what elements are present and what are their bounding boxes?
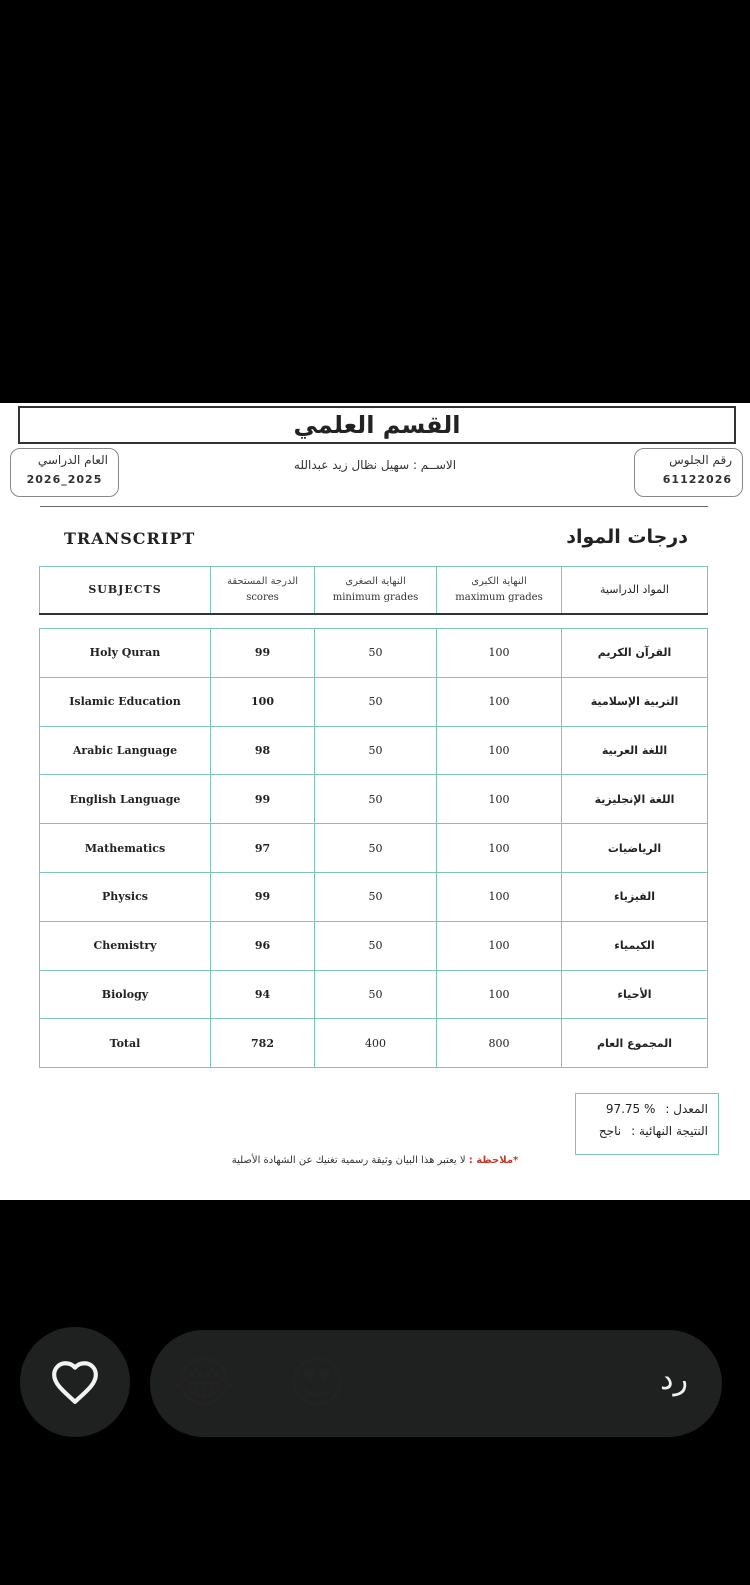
subject-en-cell: Islamic Education (40, 677, 211, 726)
reply-bar[interactable] (150, 1330, 722, 1437)
subject-ar-cell: الكيمياء (562, 921, 708, 970)
table-row (40, 775, 708, 824)
heart-eyes-emoji-button[interactable]: 😍 (287, 1351, 347, 1416)
header-scores-en: scores (246, 592, 279, 604)
department-title: القسم العلمي (293, 411, 461, 439)
average-label: المعدل : (665, 1102, 708, 1116)
subject-en-cell: Holy Quran (40, 629, 211, 678)
grades-table-body (39, 628, 708, 1068)
max-grade-cell: 100 (437, 629, 562, 678)
table-row (40, 872, 708, 921)
table-row (40, 824, 708, 873)
average-row (586, 1102, 708, 1116)
min-grade-cell: 50 (315, 677, 437, 726)
table-row (40, 629, 708, 678)
min-grade-cell: 50 (315, 872, 437, 921)
subject-ar-cell: المجموع العام (562, 1019, 708, 1068)
max-grade-cell: 100 (437, 970, 562, 1019)
divider (40, 506, 708, 507)
score-cell: 99 (211, 775, 315, 824)
note-label: *ملاحظة : (468, 1155, 519, 1166)
max-grade-cell: 100 (437, 872, 562, 921)
header-subjects: SUBJECTS (40, 567, 211, 614)
academic-year-value: 2026_2025 (26, 473, 103, 486)
header-scores-ar: الدرجة المستحقة (226, 576, 299, 588)
header-max-ar: النهاية الكبرى (471, 576, 527, 588)
final-result-label: النتيجة النهائية : (631, 1124, 708, 1138)
min-grade-cell: 400 (315, 1019, 437, 1068)
header-row (40, 567, 708, 614)
seat-number-value: 61122026 (662, 473, 732, 486)
final-result-value: ناجح (598, 1124, 622, 1138)
subject-en-cell: Biology (40, 970, 211, 1019)
score-cell: 97 (211, 824, 315, 873)
subject-en-cell: Chemistry (40, 921, 211, 970)
min-grade-cell: 50 (315, 726, 437, 775)
min-grade-cell: 50 (315, 824, 437, 873)
student-name: الاســم : سهيل نظال زيد عبدالله (293, 458, 457, 472)
header-subjects-ar: المواد الدراسية (562, 567, 708, 614)
laughing-emoji-button[interactable]: 😂 (171, 1351, 237, 1416)
disclaimer-note (180, 1155, 570, 1166)
subject-ar-cell: اللغة الإنجليزية (562, 775, 708, 824)
department-title-box (18, 406, 736, 444)
score-cell: 782 (211, 1019, 315, 1068)
academic-year-label: العام الدراسي (37, 453, 108, 467)
score-cell: 100 (211, 677, 315, 726)
header-min-ar: النهاية الصغرى (345, 576, 406, 588)
seat-number-box (634, 448, 743, 497)
subject-ar-cell: الفيزياء (562, 872, 708, 921)
max-grade-cell: 100 (437, 726, 562, 775)
table-row (40, 921, 708, 970)
table-row (40, 677, 708, 726)
seat-number-label: رقم الجلوس (669, 453, 732, 467)
subject-en-cell: English Language (40, 775, 211, 824)
transcript-title-ar: درجات المواد (566, 526, 688, 548)
min-grade-cell: 50 (315, 921, 437, 970)
final-result-row (586, 1124, 708, 1138)
average-value: 97.75 % (605, 1102, 656, 1116)
subject-en-cell: Physics (40, 872, 211, 921)
subject-ar-cell: اللغة العربية (562, 726, 708, 775)
score-cell: 99 (211, 629, 315, 678)
note-text: لا يعتبر هذا البيان وثيقة رسمية تغنيك عن الشهادة الأصلية (231, 1155, 466, 1166)
subject-en-cell: Total (40, 1019, 211, 1068)
subject-en-cell: Mathematics (40, 824, 211, 873)
subject-en-cell: Arabic Language (40, 726, 211, 775)
score-cell: 94 (211, 970, 315, 1019)
min-grade-cell: 50 (315, 970, 437, 1019)
transcript-title-en: TRANSCRIPT (64, 529, 196, 548)
reply-input-label[interactable]: رد (660, 1362, 688, 1397)
score-cell: 99 (211, 872, 315, 921)
min-grade-cell: 50 (315, 775, 437, 824)
min-grade-cell: 50 (315, 629, 437, 678)
table-row (40, 1019, 708, 1068)
header-max (437, 567, 562, 614)
like-button[interactable] (20, 1327, 130, 1437)
header-min (315, 567, 437, 614)
table-row (40, 726, 708, 775)
grades-table-header (39, 566, 708, 615)
header-scores (211, 567, 315, 614)
max-grade-cell: 100 (437, 677, 562, 726)
max-grade-cell: 100 (437, 775, 562, 824)
top-black-area (0, 0, 750, 403)
result-box (575, 1093, 719, 1155)
score-cell: 98 (211, 726, 315, 775)
subject-ar-cell: الأحياء (562, 970, 708, 1019)
header-max-en: maximum grades (455, 592, 543, 604)
max-grade-cell: 100 (437, 921, 562, 970)
score-cell: 96 (211, 921, 315, 970)
max-grade-cell: 100 (437, 824, 562, 873)
table-row (40, 970, 708, 1019)
subject-ar-cell: القرآن الكريم (562, 629, 708, 678)
subject-ar-cell: الرياضيات (562, 824, 708, 873)
heart-icon (50, 1359, 100, 1405)
subject-ar-cell: التربية الإسلامية (562, 677, 708, 726)
academic-year-box (10, 448, 119, 497)
transcript-document (0, 403, 750, 1200)
max-grade-cell: 800 (437, 1019, 562, 1068)
header-min-en: minimum grades (332, 592, 419, 604)
